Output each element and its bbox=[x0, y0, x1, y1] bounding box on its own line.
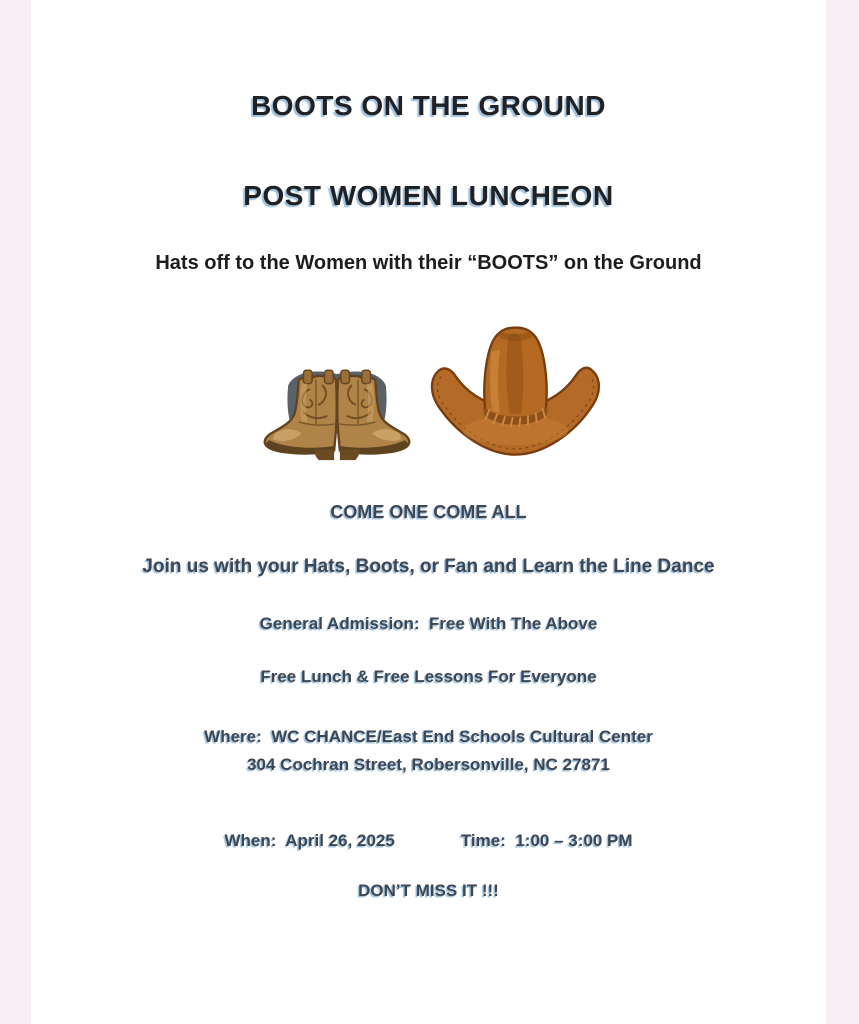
where-block bbox=[31, 723, 826, 779]
flyer bbox=[31, 0, 826, 1024]
when-label: When: April 26, 2025 bbox=[224, 831, 395, 850]
join-us-line: Join us with your Hats, Boots, or Fan and Learn the Line Dance bbox=[142, 556, 715, 577]
cowboy-boots-image bbox=[254, 330, 420, 464]
where-line1: Where: WC CHANCE/East End Schools Cultural Center bbox=[204, 727, 653, 746]
time-label: Time: 1:00 – 3:00 PM bbox=[460, 831, 633, 850]
come-one-come-all-line: COME ONE COME ALL bbox=[330, 502, 527, 522]
dont-miss-it-line: DON’T MISS IT !!! bbox=[358, 881, 499, 900]
flyer-title-line1: BOOTS ON THE GROUND bbox=[251, 90, 606, 121]
flyer-title-line2: POST WOMEN LUNCHEON bbox=[243, 180, 614, 211]
when-time-row bbox=[31, 831, 826, 851]
where-line2: 304 Cochran Street, Robersonville, NC 27871 bbox=[247, 755, 610, 774]
right-margin-strip bbox=[826, 0, 859, 1024]
cowboy-hat-image bbox=[426, 321, 604, 464]
free-lunch-line: Free Lunch & Free Lessons For Everyone bbox=[260, 667, 597, 686]
general-admission-line: General Admission: Free With The Above bbox=[259, 614, 598, 633]
left-margin-strip bbox=[0, 0, 31, 1024]
clipart-row bbox=[31, 321, 826, 464]
flyer-tagline: Hats off to the Women with their “BOOTS” on the Ground bbox=[155, 252, 702, 274]
